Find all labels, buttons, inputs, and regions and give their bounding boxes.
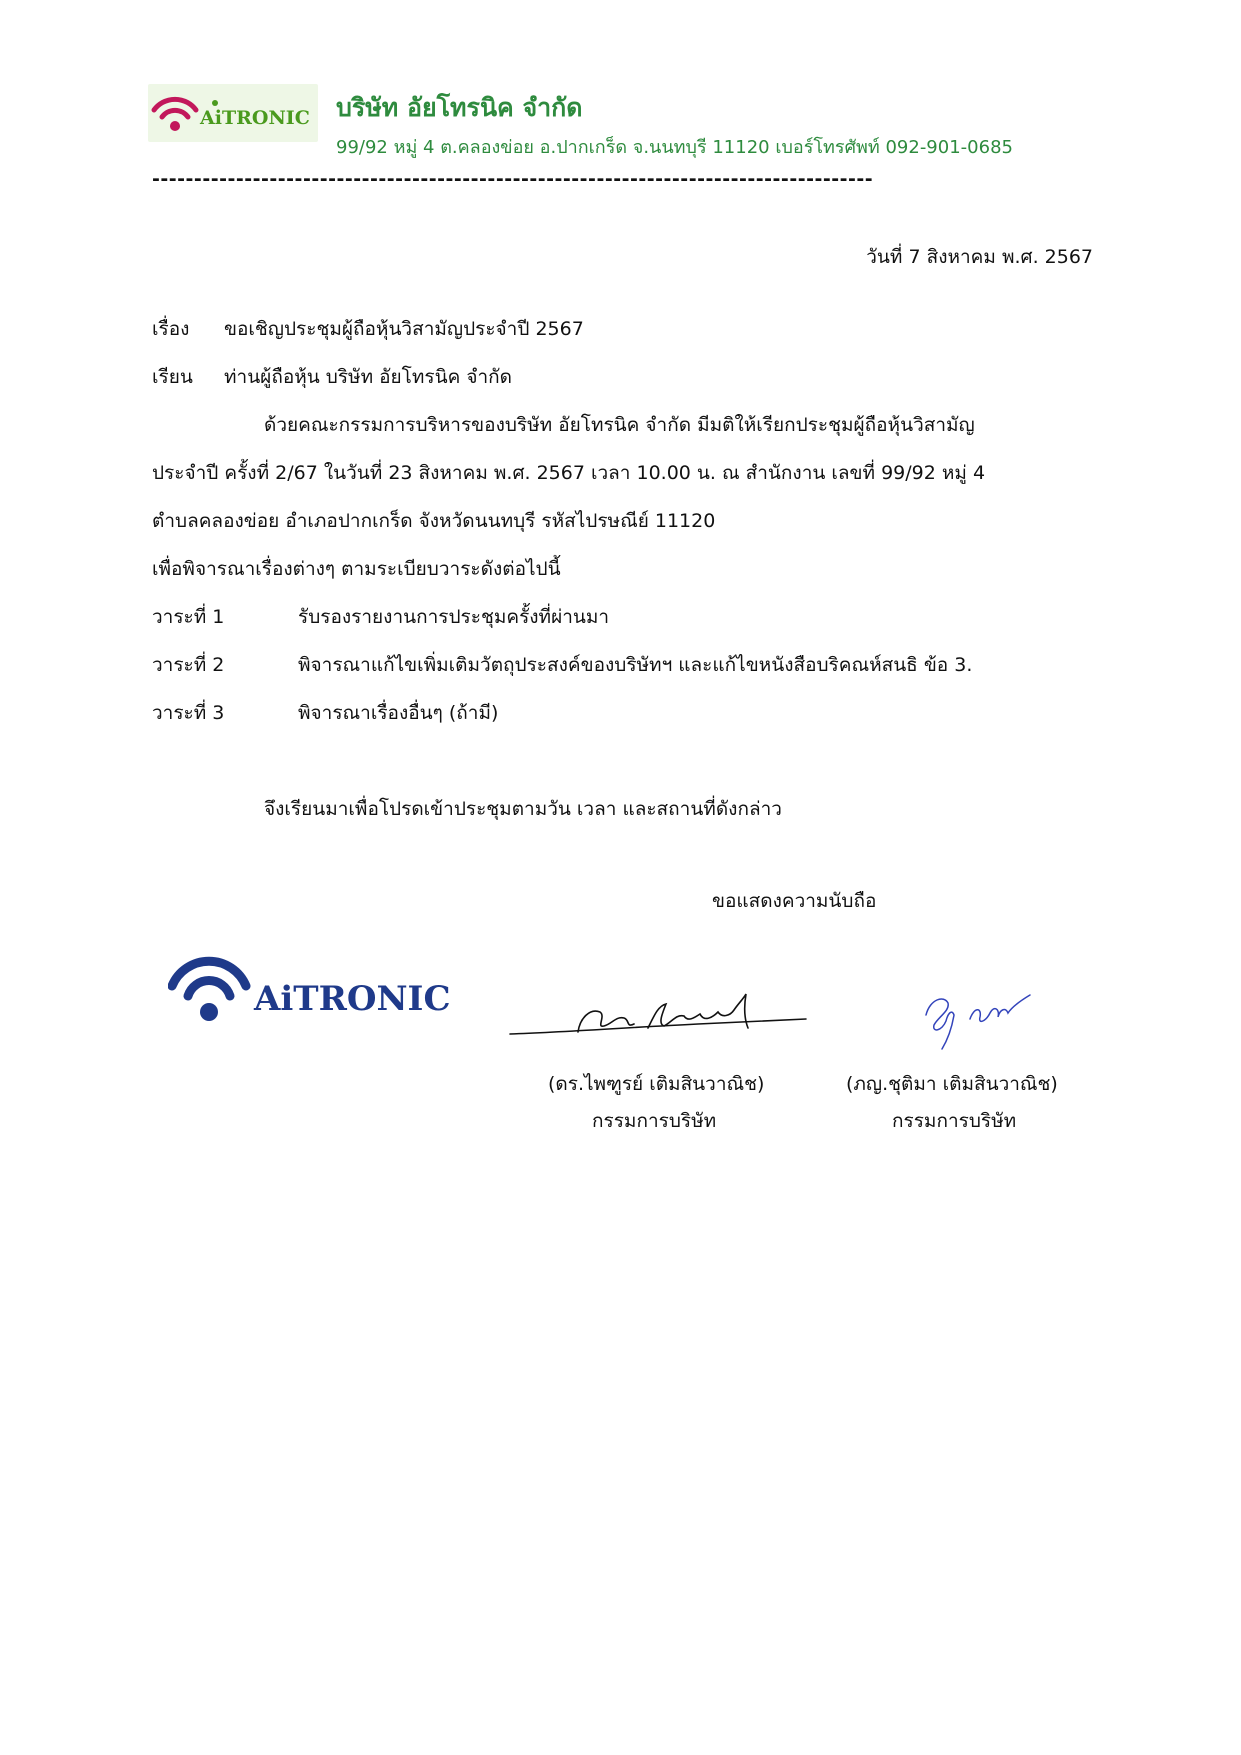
header-divider: -------------------------------------------------------------------------------------- [152,168,874,190]
letter-date: วันที่ 7 สิงหาคม พ.ศ. 2567 [866,246,1093,268]
stamp-text: AiTRONIC [254,979,451,1019]
agenda-label: วาระที่ 2 [152,654,225,676]
agenda-label: วาระที่ 3 [152,702,225,724]
company-name: บริษัท อัยโทรนิค จำกัด [336,93,583,122]
subject-text: ขอเชิญประชุมผู้ถือหุ้นวิสามัญประจำปี 2567 [224,318,584,340]
closing-line: จึงเรียนมาเพื่อโปรดเข้าประชุมตามวัน เวลา และสถานที่ดังกล่าว [264,798,782,820]
signature-2 [908,985,1058,1053]
company-address: 99/92 หมู่ 4 ต.คลองข่อย อ.ปากเกร็ด จ.นนทบุรี 11120 เบอร์โทรศัพท์ 092-901-0685 [336,137,1013,158]
agenda-label: วาระที่ 1 [152,606,225,628]
signature-1 [508,988,808,1048]
agenda-text: พิจารณาแก้ไขเพิ่มเติมวัตถุประสงค์ของบริษัทฯ และแก้ไขหนังสือบริคณห์สนธิ ข้อ 3. [298,654,973,676]
subject-label: เรื่อง [152,318,190,340]
recipient-text: ท่านผู้ถือหุ้น บริษัท อัยโทรนิค จำกัด [224,366,512,388]
body-line: ด้วยคณะกรรมการบริหารของบริษัท อัยโทรนิค จำกัด มีมติให้เรียกประชุมผู้ถือหุ้นวิสามัญ [264,414,975,436]
signer-2-position: กรรมการบริษัท [892,1110,1017,1132]
company-stamp [168,952,468,1032]
agenda-text: รับรองรายงานการประชุมครั้งที่ผ่านมา [298,606,610,628]
regards-line: ขอแสดงความนับถือ [712,890,877,912]
body-line: เพื่อพิจารณาเรื่องต่างๆ ตามระเบียบวาระดังต่อไปนี้ [152,558,561,580]
body-line: ตำบลคลองข่อย อำเภอปากเกร็ด จังหวัดนนทบุรี รหัสไปรษณีย์ 11120 [152,510,716,532]
agenda-text: พิจารณาเรื่องอื่นๆ (ถ้ามี) [298,702,499,724]
company-logo [148,84,318,142]
logo-text: AiTRONIC [200,107,310,129]
signer-2-name: (ภญ.ชุติมา เติมสินวาณิช) [846,1073,1058,1095]
signer-1-name: (ดร.ไพฑูรย์ เติมสินวาณิช) [548,1073,765,1095]
signer-1-position: กรรมการบริษัท [592,1110,717,1132]
body-line: ประจำปี ครั้งที่ 2/67 ในวันที่ 23 สิงหาคม พ.ศ. 2567 เวลา 10.00 น. ณ สำนักงาน เลขที่ 99/92 หมู่ 4 [152,462,986,484]
recipient-label: เรียน [152,366,193,388]
